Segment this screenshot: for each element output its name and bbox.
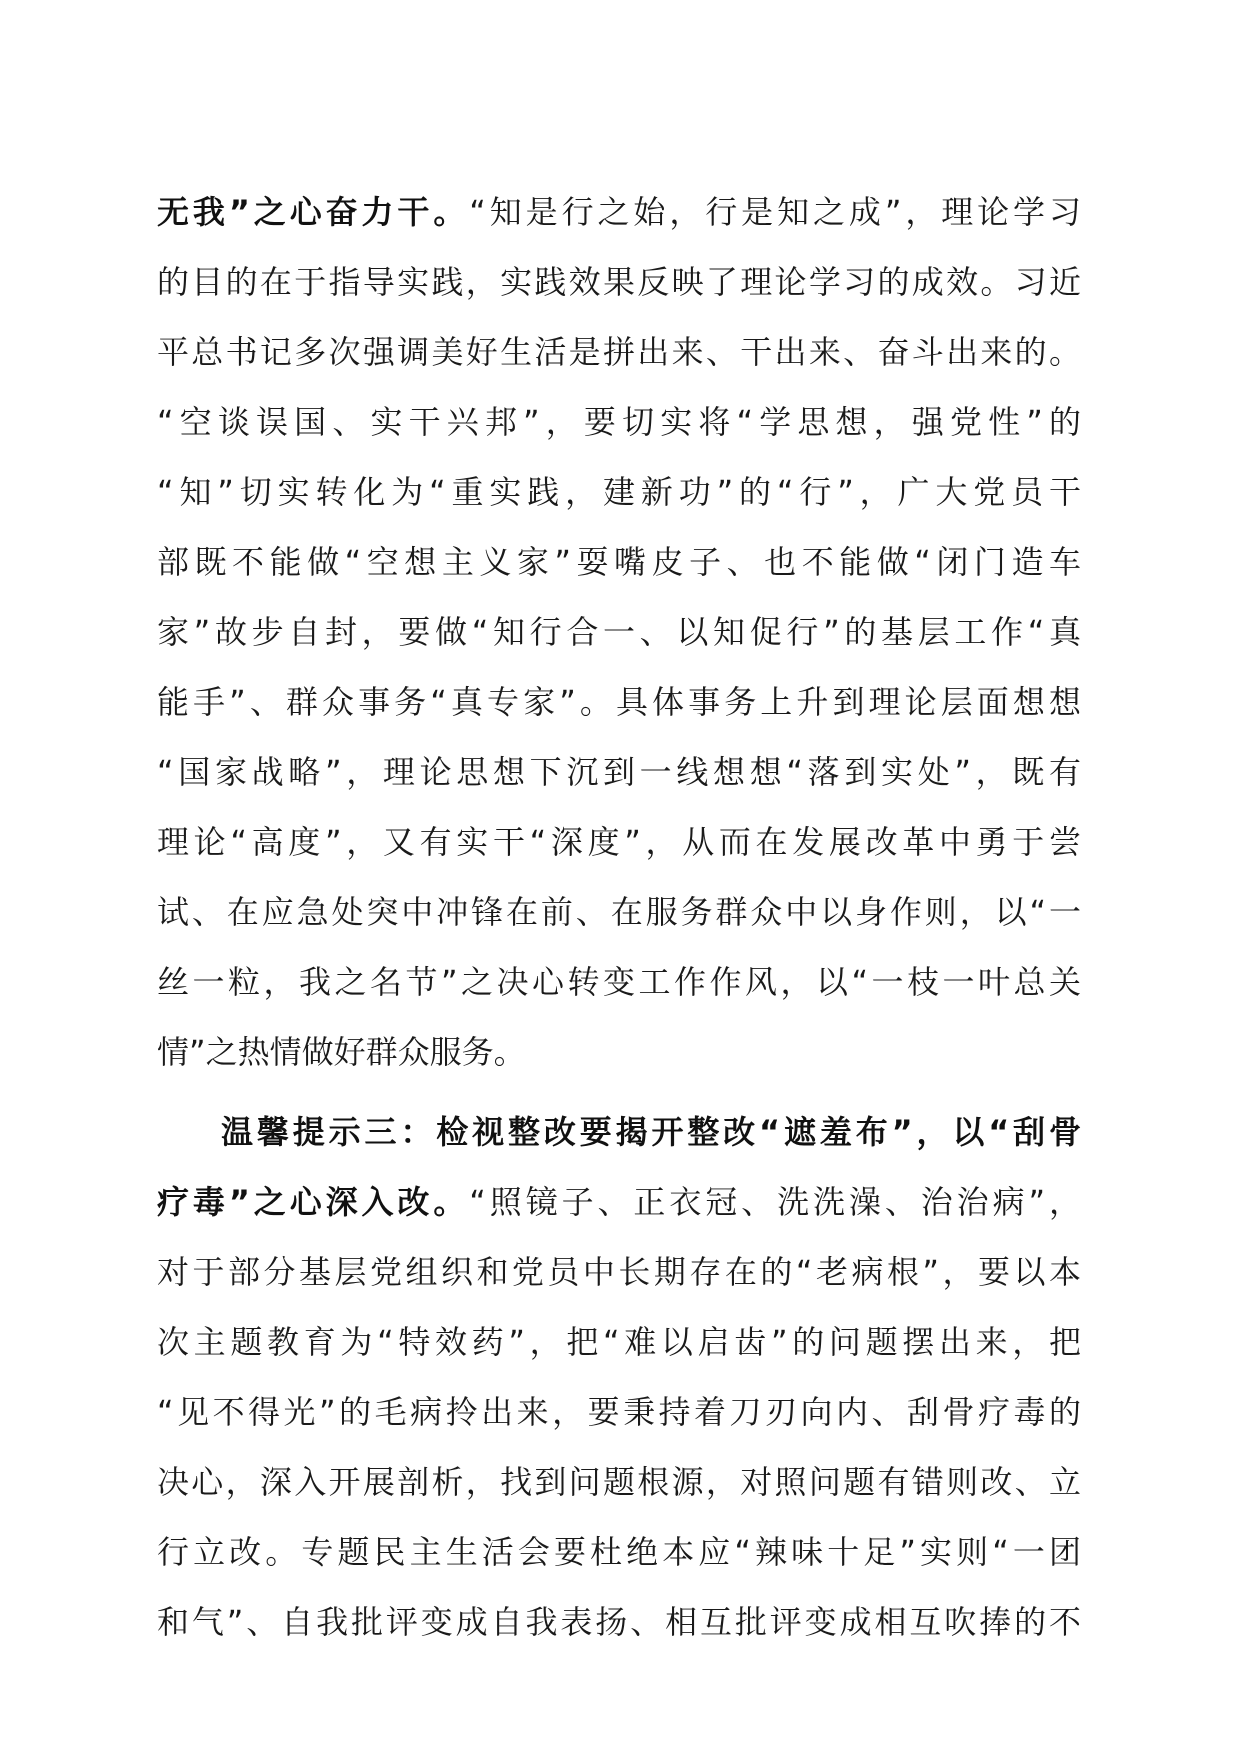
- text-line: 理论“高度”，又有实干“深度”，从而在发展改革中勇于尝: [157, 823, 1081, 861]
- text-line: 家”故步自封，要做“知行合一、以知促行”的基层工作“真: [157, 613, 1081, 651]
- bold-lead-text: 无我”之心奋力干。: [157, 193, 470, 231]
- text-line: 对于部分基层党组织和党员中长期存在的“老病根”，要以本: [157, 1253, 1081, 1291]
- line-text: “知是行之始，行是知之成”，理论学习: [469, 193, 1081, 231]
- text-line: [157, 177, 1081, 247]
- text-line: “空谈误国、实干兴邦”，要切实将“学思想，强党性”的: [157, 403, 1081, 441]
- section-heading: 温馨提示三：检视整改要揭开整改“遮羞布”，以“刮骨: [221, 1113, 1081, 1151]
- text-line: 和气”、自我批评变成自我表扬、相互批评变成相互吹捧的不: [157, 1603, 1081, 1641]
- text-line: 决心，深入开展剖析，找到问题根源，对照问题有错则改、立: [157, 1463, 1081, 1501]
- line-text: “照镜子、正衣冠、洗洗澡、治治病”，: [469, 1183, 1081, 1221]
- text-line: [157, 1167, 1081, 1237]
- text-line: 行立改。专题民主生活会要杜绝本应“辣味十足”实则“一团: [157, 1533, 1081, 1571]
- text-line: 能手”、群众事务“真专家”。具体事务上升到理论层面想想: [157, 683, 1081, 721]
- text-line: “国家战略”，理论思想下沉到一线想想“落到实处”，既有: [157, 753, 1081, 791]
- text-line: 情”之热情做好群众服务。: [157, 1033, 526, 1071]
- text-line: “知”切实转化为“重实践，建新功”的“行”，广大党员干: [157, 473, 1081, 511]
- text-line: 部既不能做“空想主义家”耍嘴皮子、也不能做“闭门造车: [157, 543, 1081, 581]
- text-line: 试、在应急处突中冲锋在前、在服务群众中以身作则，以“一: [157, 893, 1081, 931]
- text-line: 的目的在于指导实践，实践效果反映了理论学习的成效。习近: [157, 263, 1081, 301]
- text-line: 平总书记多次强调美好生活是拼出来、干出来、奋斗出来的。: [157, 333, 1081, 371]
- text-line: 次主题教育为“特效药”，把“难以启齿”的问题摆出来，把: [157, 1323, 1081, 1361]
- bold-lead-text: 疗毒”之心深入改。: [157, 1183, 470, 1221]
- text-line: “见不得光”的毛病拎出来，要秉持着刀刃向内、刮骨疗毒的: [157, 1393, 1081, 1431]
- text-line: 丝一粒，我之名节”之决心转变工作作风，以“一枝一叶总关: [157, 963, 1081, 1001]
